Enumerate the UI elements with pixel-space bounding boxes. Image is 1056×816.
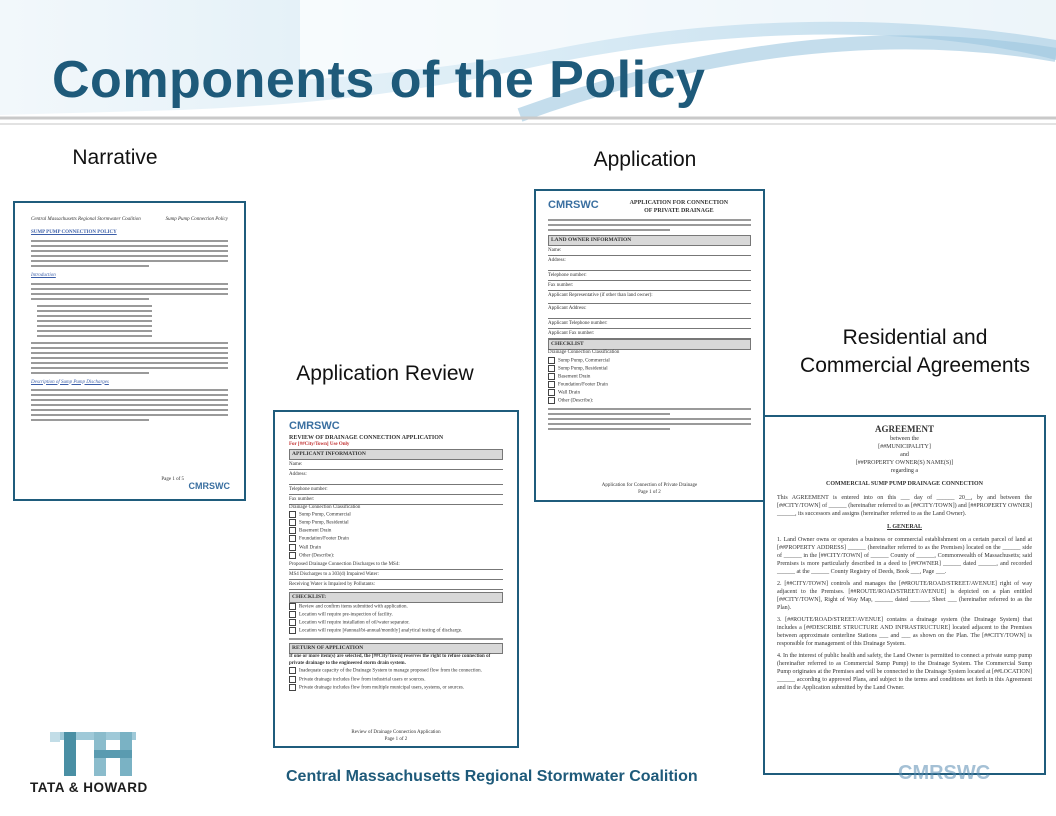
application-classification-option: Wall Drain [558,390,580,396]
agreement-intro: This AGREEMENT is entered into on this ___ day of ______ 20__, by and between the [##CITY/TOWN] of ______ (hereinafter referred to as [##CITY/TOWN]) and [##PROPERTY OWNER] ______, its successors and assigns (hereinafter referred to as the Land Owner). [777,494,1032,517]
agreement-paragraph: 1. Land Owner owns or operates a business or commercial establishment on a certain parcel of land at [##PROPERTY ADDRESS] ______ (hereinafter referred to as the Premises) located on the ______ side of ______ in the [##CITY/TOWN] of ______ County of ______, Commonwealth of Massachusetts; said Premises is more particularly described in a deed to [##OWNER] ______ dated ______, and recorded ______ at the ______ County Registry of Deeds, Book ___, Page ___. [777,536,1032,575]
review-checklist-item: Location will require installation of oil/water separator. [299,620,410,626]
application-classification-option: Basement Drain [558,374,591,380]
review-question: MS4 Discharges to a 303(d) Impaired Water: [289,570,503,580]
application-document-thumbnail [534,189,765,502]
review-subtitle: For [##City/Town] Use Only [289,442,350,447]
review-classification-option: Sump Pump, Residential [299,520,349,526]
agreement-party1: [##MUNICIPALITY] [878,443,931,450]
narrative-header-right: Sump Pump Connection Policy [165,217,228,222]
application-classification-option: Sump Pump, Residential [558,366,608,372]
review-section-return: RETURN OF APPLICATION [289,643,503,654]
narrative-introduction: Introduction [31,273,56,278]
review-return-item: Private drainage includes flow from multiple municipal users, systems, or sources. [299,685,465,691]
review-return-item: Private drainage includes flow from industrial users or sources. [299,677,426,683]
agreement-section-general: I. GENERAL [886,523,922,530]
agreement-paragraph: 2. [##CITY/TOWN] controls and manages the [##ROUTE/ROAD/STREET/AVENUE] right of way adjacent to the Premises. [##ROUTE/ROAD/STREET/AVENUE] is depicted on a plan entitled [##CITY/TOWN], Right of Way Map, ______ dated ______, Sheet ___ (hereinafter referred to as the Plan). [777,580,1032,611]
application-field: Applicant Address: [548,304,751,319]
review-field: Fax number: [289,495,503,505]
application-classification-option: Sump Pump, Commercial [558,358,610,364]
agreement-subject: COMMERCIAL SUMP PUMP DRAINAGE CONNECTION [825,480,983,487]
application-section-land-owner: LAND OWNER INFORMATION [548,235,751,246]
review-page-number: Page 1 of 2 [384,736,408,742]
slide-title: Components of the Policy [52,51,706,109]
caption-narrative: Narrative [72,146,158,169]
agreement-party2: [##PROPERTY OWNER(S) NAME(S)] [855,459,954,466]
application-title-line2: OF PRIVATE DRAINAGE [644,208,714,214]
application-field: Name: [548,246,751,256]
agreement-between: between the [890,435,919,442]
narrative-document-thumbnail [13,201,246,501]
caption-application-review: Application Review [296,362,474,385]
caption-application: Application [593,148,697,171]
agreement-title: AGREEMENT [874,424,934,434]
review-return-text: If one or more item(s) are selected, the [##City/Town] reserves the right to refuse connection of private drainage to the engineered storm drain system. [289,654,491,666]
application-field: Fax number: [548,281,751,291]
cmrswc-watermark-logo: CMRSWC [898,762,991,784]
agreement-paragraph: 4. In the interest of public health and safety, the Land Owner is permitted to connect a private sump pump (hereinafter referred to as Commercial Sump Pump) to the Drainage System. The Commercial Sump Pump originates at the Premises and will be connected to the Drainage System located at [##LOCATION] ______ according to approved Plans, and subject to the terms and conditions set forth in this Agreement and in the Application submitted by the Land Owner. [777,652,1032,691]
application-title-line1: APPLICATION FOR CONNECTION [629,200,729,206]
application-review-document-thumbnail [273,410,519,748]
review-classification-label: Drainage Connection Classification [289,504,361,510]
application-field: Applicant Fax number: [548,329,751,339]
application-field: Applicant Representative (if other than land owner): [548,291,751,304]
narrative-page-number: Page 1 of 5 [161,476,184,482]
agreement-paragraph: 3. [##ROUTE/ROAD/STREET/AVENUE] contains a drainage system (the Drainage System) that includes a [##DESCRIBE STRUCTURE AND INFRASTRUCTURE] located adjacent to the Premises between approximate centerline Stations ___ and ___ as shown on the Plan. The [##CITY/TOWN] is responsible for management of this Drainage System. [777,616,1032,647]
review-classification-option: Other (Describe): [299,553,335,559]
review-question: Receiving Water is Impaired by Pollutants: [289,580,503,590]
application-field: Applicant Telephone number: [548,319,751,329]
agreement-document-thumbnail [763,415,1046,775]
review-section-checklist: CHECKLIST: [289,592,503,603]
review-field: Address: [289,470,503,485]
review-title: REVIEW OF DRAINAGE CONNECTION APPLICATION [289,435,444,441]
application-field: Address: [548,256,751,271]
review-checklist-item: Review and confirm items submitted with application. [299,604,408,610]
application-classification-option: Other (Describe): [558,398,594,404]
application-field: Telephone number: [548,271,751,281]
review-classification-option: Sump Pump, Commercial [299,512,351,518]
review-section-applicant: APPLICANT INFORMATION [289,449,503,460]
narrative-subsection: Description of Sump Pump Discharges [31,379,109,385]
application-classification-option: Foundation/Footer Drain [558,382,608,388]
agreement-and: and [900,451,909,458]
narrative-cmrswc-logo: CMRSWC [188,481,230,491]
application-footer-title: Application for Connection of Private Drainage [601,483,698,488]
tata-howard-logo-text: TATA & HOWARD [30,780,148,795]
review-cmrswc-logo: CMRSWC [289,420,340,432]
review-return-item: Inadequate capacity of the Drainage System to manage proposed flow from the connection. [299,669,482,675]
review-classification-option: Foundation/Footer Drain [299,537,349,543]
review-checklist-item: Location will require [#annual/bi-annual/monthly] analytical testing of discharge. [299,628,463,634]
caption-agreements: Residential and Commercial Agreements [800,326,1030,377]
application-section-checklist: CHECKLIST [548,339,751,350]
review-footer-title: Review of Drainage Connection Application [351,730,441,735]
application-page-number: Page 1 of 2 [638,489,661,495]
narrative-heading: SUMP PUMP CONNECTION POLICY [31,229,117,235]
application-classification-label: Drainage Connection Classification [548,350,620,355]
review-field: Name: [289,460,503,470]
review-field: Telephone number: [289,485,503,495]
narrative-header-left: Central Massachusetts Regional Stormwater Coalition [31,217,141,222]
review-question: Proposed Drainage Connection Discharges to the MS4: [289,560,503,570]
review-classification-option: Basement Drain [299,528,332,534]
application-cmrswc-logo: CMRSWC [548,199,599,211]
review-checklist-item: Location will require pre-inspection of facility. [299,612,393,618]
footer-coalition-name: Central Massachusetts Regional Stormwater Coalition [286,768,698,785]
agreement-regarding: regarding a [890,467,919,474]
review-classification-option: Wall Drain [299,545,321,551]
